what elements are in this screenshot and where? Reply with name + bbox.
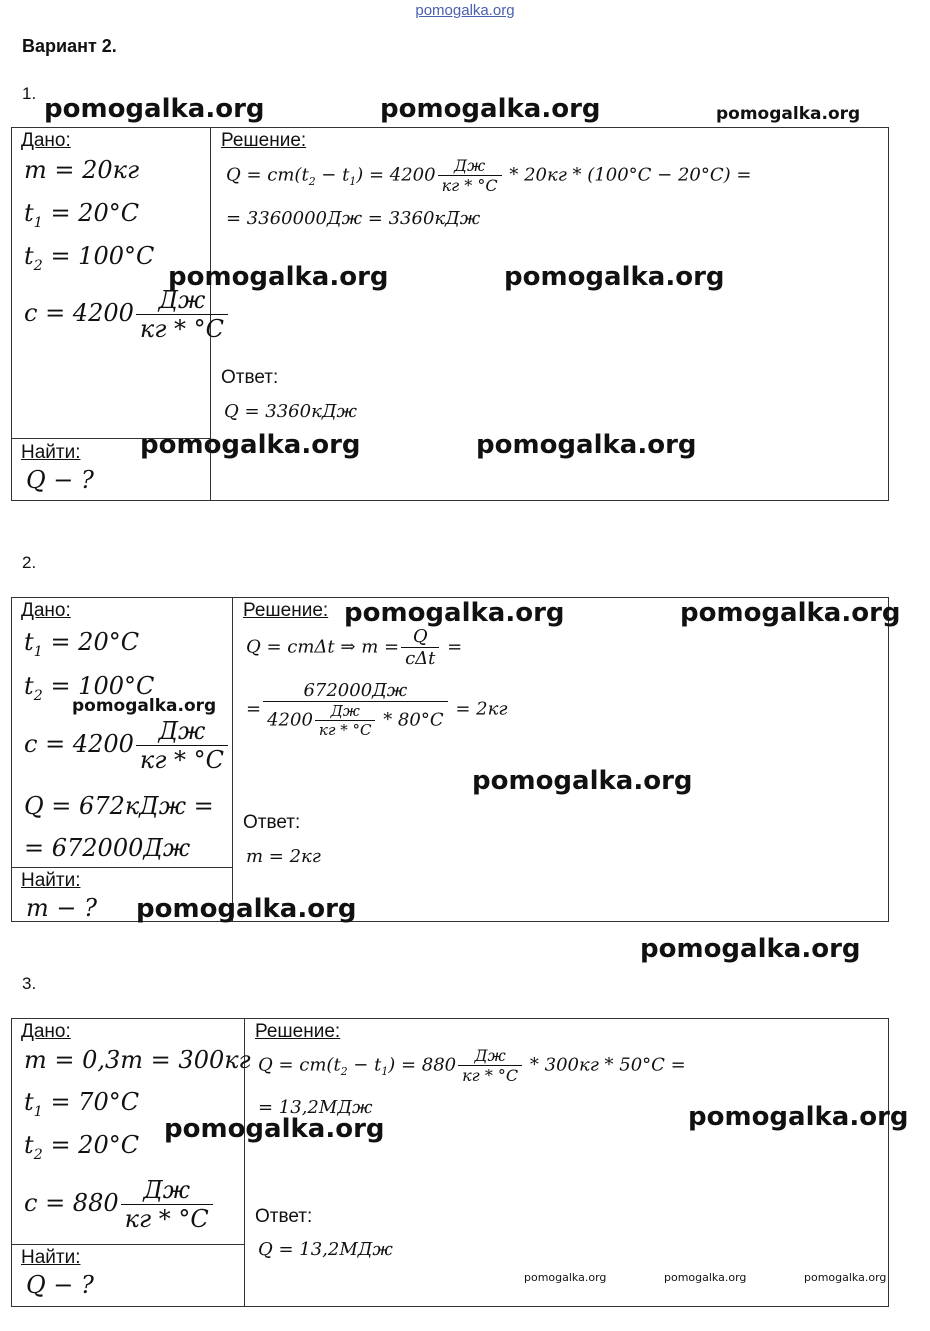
problem-1-solution-line2: = 3360000Дж = 3360кДж <box>226 208 481 229</box>
problem-1-answer-label: Ответ: <box>221 367 279 388</box>
problem-1-given-t1: $t_1 = 20^\circ C$ <box>24 199 140 231</box>
problem-1-find: Q − ? <box>26 466 94 494</box>
problem-2-given-t2: $t_2 = 100^\circ C$ <box>24 672 155 704</box>
problem-3-solution-line1: $Q = cm(t_2 - t_1) = 880$ $\frac{Дж}{кг * ^\circ C}$ * 300кг * 50°C = <box>258 1046 686 1085</box>
watermark: pomogalka.org <box>664 1271 747 1284</box>
watermark: pomogalka.org <box>72 696 217 716</box>
problem-3-answer: Q = 13,2МДж <box>258 1239 393 1260</box>
watermark: pomogalka.org <box>804 1271 887 1284</box>
problem-2-answer-label: Ответ: <box>243 812 301 833</box>
problem-1-solution-line1: $Q = cm(t_2 - t_1) = 4200$ $\frac{Дж}{кг * ^\circ C}$ * 20кг * (100°C − 20°C) = <box>226 156 752 195</box>
problem-2-solution-line1: Q = cmΔt ⇒ m = $\frac{Q}{\text{cΔt}}$ = <box>246 626 463 669</box>
watermark: pomogalka.org <box>472 766 693 796</box>
problem-3-find: Q − ? <box>26 1271 94 1299</box>
watermark: pomogalka.org <box>380 94 601 124</box>
problem-2-answer: m = 2кг <box>246 846 321 867</box>
problem-3-find-label: Найти: <box>21 1247 81 1268</box>
watermark: pomogalka.org <box>524 1271 607 1284</box>
watermark: pomogalka.org <box>504 262 725 292</box>
header-site-link[interactable]: pomogalka.org <box>415 2 515 19</box>
problem-1-given-m: m = 20кг <box>24 156 140 184</box>
problem-1-given-t2: $t_2 = 100^\circ C$ <box>24 242 155 274</box>
watermark: pomogalka.org <box>680 598 901 628</box>
problem-3-solution-line2: = 13,2МДж <box>258 1097 373 1118</box>
problem-1-answer: Q = 3360кДж <box>224 401 357 422</box>
problem-3-given-t1: $t_1 = 70^\circ C$ <box>24 1088 140 1120</box>
problem-2-given-t1: $t_1 = 20^\circ C$ <box>24 628 140 660</box>
problem-1-find-label: Найти: <box>21 442 81 463</box>
problem-2-given-c: c = 4200 $\frac{Дж}{кг * ^\circ C}$ <box>24 717 230 774</box>
watermark: pomogalka.org <box>140 430 361 460</box>
variant-title: Вариант 2. <box>22 36 117 56</box>
problem-2-find-divider <box>11 867 233 868</box>
watermark: pomogalka.org <box>44 94 265 124</box>
problem-2-given-label: Дано: <box>21 600 71 621</box>
watermark: pomogalka.org <box>164 1114 385 1144</box>
watermark: pomogalka.org <box>640 934 861 964</box>
problem-3-find-divider <box>11 1244 245 1245</box>
problem-3-given-label: Дано: <box>21 1021 71 1042</box>
problem-1-solution-label: Решение: <box>221 130 307 151</box>
problem-1-given-c: c = 4200 $\frac{Дж}{кг * ^\circ C}$ <box>24 286 230 343</box>
problem-2-solution-line2: = 672000Дж 4200 $\frac{Дж}{кг * ^\circ C}$ * 80°C = 2кг <box>246 680 508 739</box>
watermark: pomogalka.org <box>344 598 565 628</box>
problem-2-find: m − ? <box>26 894 97 922</box>
problem-2-given-q1: Q = 672кДж = <box>24 792 214 820</box>
problem-2-solution-label: Решение: <box>243 600 329 621</box>
watermark: pomogalka.org <box>716 104 861 124</box>
problem-3-given-m: m = 0,3т = 300кг <box>24 1046 251 1074</box>
problem-3-given-c: c = 880 $\frac{Дж}{кг * ^\circ C}$ <box>24 1176 215 1233</box>
problem-1-number: 1. <box>22 84 37 103</box>
watermark: pomogalka.org <box>136 894 357 924</box>
watermark: pomogalka.org <box>168 262 389 292</box>
problem-3-solution-label: Решение: <box>255 1021 341 1042</box>
problem-3-given-t2: $t_2 = 20^\circ C$ <box>24 1131 140 1163</box>
problem-2-divider <box>232 597 233 922</box>
watermark: pomogalka.org <box>476 430 697 460</box>
problem-2-given-q2: = 672000Дж <box>24 834 191 862</box>
problem-3-answer-label: Ответ: <box>255 1206 313 1227</box>
problem-2-find-label: Найти: <box>21 870 81 891</box>
problem-2-number: 2. <box>22 553 37 572</box>
problem-3-number: 3. <box>22 974 37 993</box>
problem-1-given-label: Дано: <box>21 130 71 151</box>
watermark: pomogalka.org <box>688 1102 909 1132</box>
